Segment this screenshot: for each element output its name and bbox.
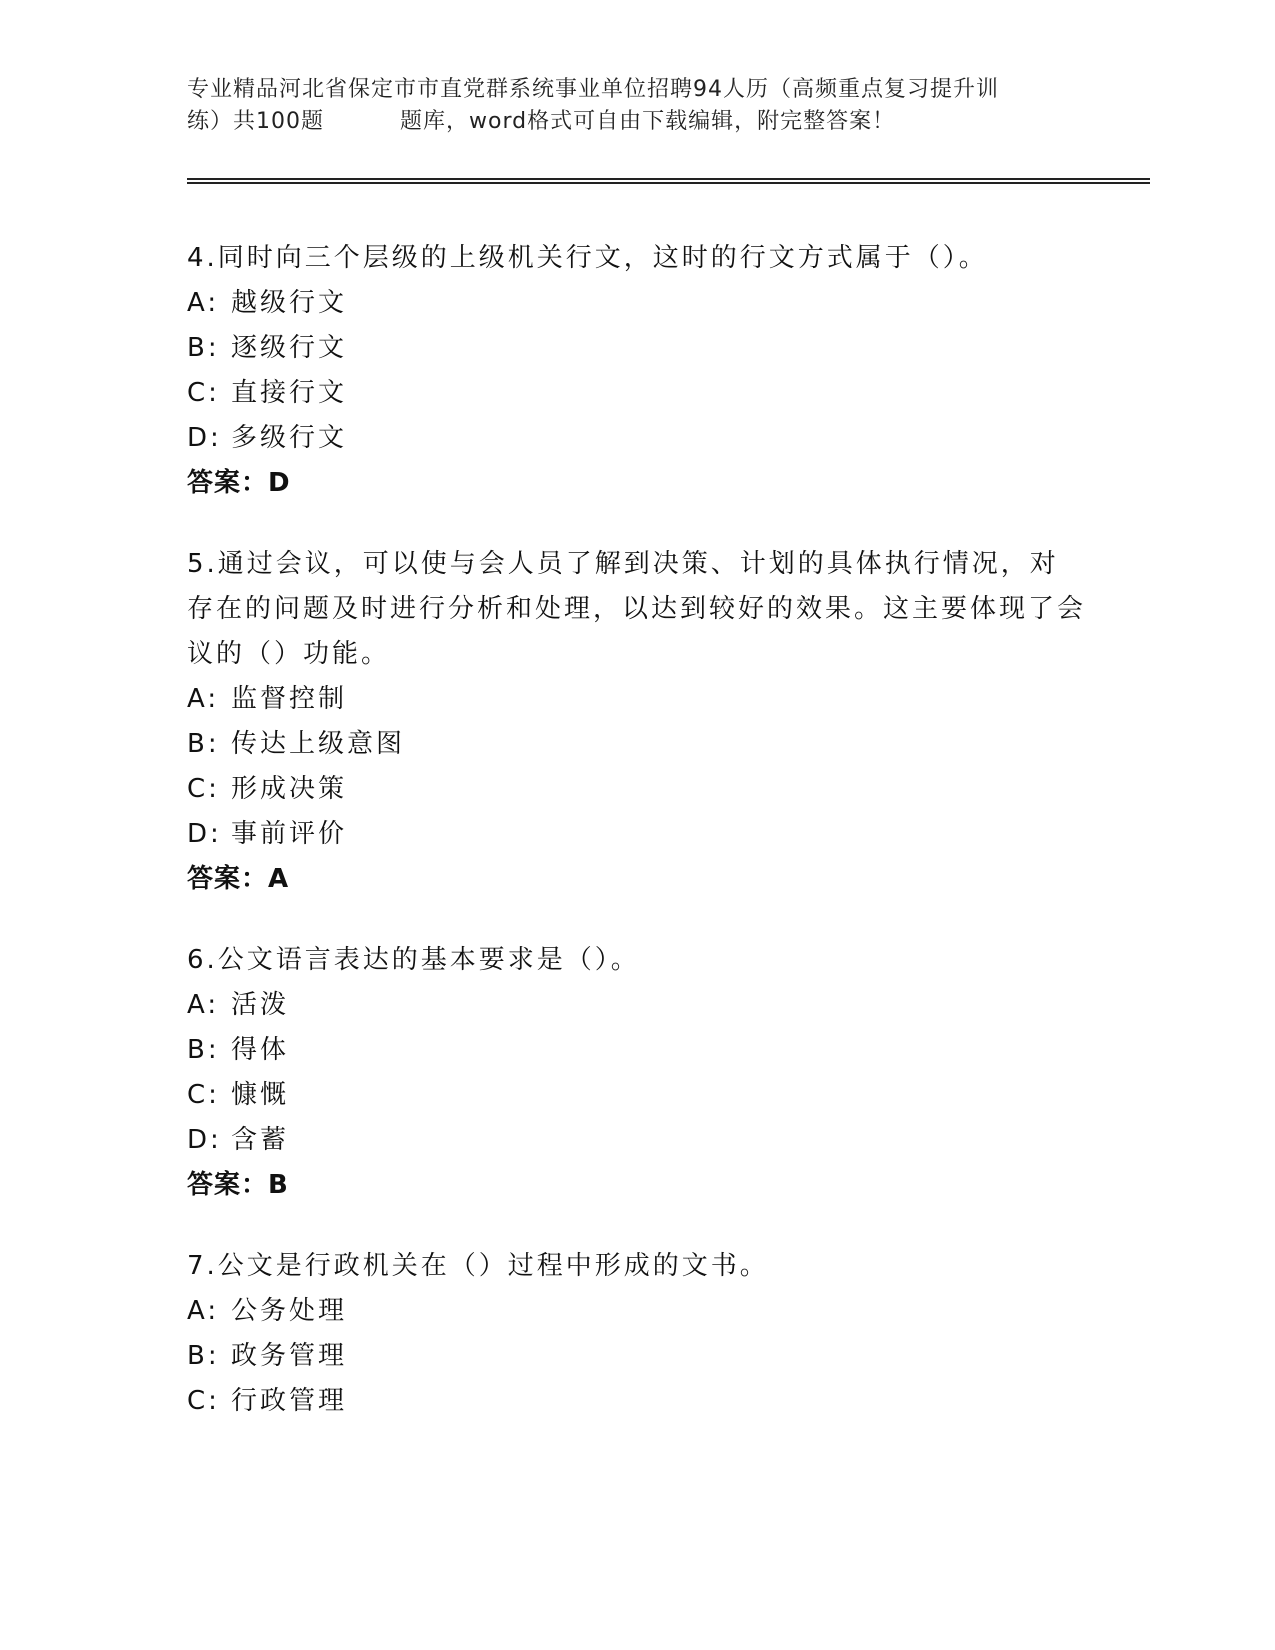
option-key: C:: [187, 1386, 220, 1416]
option-key: B:: [187, 333, 220, 363]
header-rule-bottom: [187, 182, 1150, 184]
question-7: [187, 1244, 1087, 1424]
option-a: [187, 983, 1087, 1028]
option-text: 直接行文: [231, 378, 348, 408]
option-key: B:: [187, 729, 220, 759]
question-4: [187, 236, 1087, 506]
option-text: 监督控制: [231, 684, 348, 714]
question-stem: 4.同时向三个层级的上级机关行文，这时的行文方式属于（）。: [187, 243, 988, 273]
question-stem: 5.通过会议，可以使与会人员了解到决策、计划的具体执行情况，对存在的问题及时进行分析和处理，以达到较好的效果。这主要体现了会议的（）功能。: [187, 549, 1087, 669]
option-text: 得体: [231, 1035, 290, 1065]
option-key: C:: [187, 1080, 220, 1110]
option-a: [187, 281, 1087, 326]
document-header: [187, 74, 1087, 138]
option-text: 多级行文: [231, 423, 348, 453]
option-key: A:: [187, 1296, 220, 1326]
option-b: [187, 1334, 1087, 1379]
option-d: [187, 416, 1087, 461]
option-key: A:: [187, 288, 220, 318]
answer: 答案：B: [187, 1170, 289, 1200]
answer: 答案：D: [187, 468, 291, 498]
option-text: 逐级行文: [231, 333, 348, 363]
question-stem: 6.公文语言表达的基本要求是（）。: [187, 945, 640, 975]
option-text: 越级行文: [231, 288, 348, 318]
answer: 答案：A: [187, 864, 290, 894]
option-c: [187, 371, 1087, 416]
option-text: 政务管理: [231, 1341, 348, 1371]
option-key: C:: [187, 774, 220, 804]
option-b: [187, 722, 1087, 767]
option-c: [187, 767, 1087, 812]
option-text: 传达上级意图: [231, 729, 406, 759]
option-key: D:: [187, 819, 222, 849]
question-list: [187, 236, 1087, 1460]
option-text: 公务处理: [231, 1296, 348, 1326]
option-text: 活泼: [231, 990, 290, 1020]
option-d: [187, 1118, 1087, 1163]
option-text: 慷慨: [231, 1080, 290, 1110]
header-line-2-part-b: 题库，word格式可自由下载编辑，附完整答案！: [400, 109, 896, 134]
header-line-2: [187, 106, 1087, 138]
header-rule-top: [187, 178, 1150, 180]
question-5: [187, 542, 1087, 902]
header-line-1: 专业精品河北省保定市市直党群系统事业单位招聘94人历（高频重点复习提升训: [187, 77, 999, 102]
option-key: A:: [187, 990, 220, 1020]
option-text: 行政管理: [231, 1386, 348, 1416]
option-key: D:: [187, 423, 222, 453]
option-b: [187, 326, 1087, 371]
header-line-2-part-a: 练）共100题: [187, 109, 324, 134]
option-b: [187, 1028, 1087, 1073]
option-d: [187, 812, 1087, 857]
question-stem: 7.公文是行政机关在（）过程中形成的文书。: [187, 1251, 769, 1281]
option-a: [187, 1289, 1087, 1334]
option-key: C:: [187, 378, 220, 408]
option-key: A:: [187, 684, 220, 714]
option-key: B:: [187, 1035, 220, 1065]
option-c: [187, 1073, 1087, 1118]
option-text: 事前评价: [231, 819, 348, 849]
option-a: [187, 677, 1087, 722]
question-6: [187, 938, 1087, 1208]
option-c: [187, 1379, 1087, 1424]
option-key: B:: [187, 1341, 220, 1371]
option-text: 含蓄: [231, 1125, 290, 1155]
option-key: D:: [187, 1125, 222, 1155]
option-text: 形成决策: [231, 774, 348, 804]
